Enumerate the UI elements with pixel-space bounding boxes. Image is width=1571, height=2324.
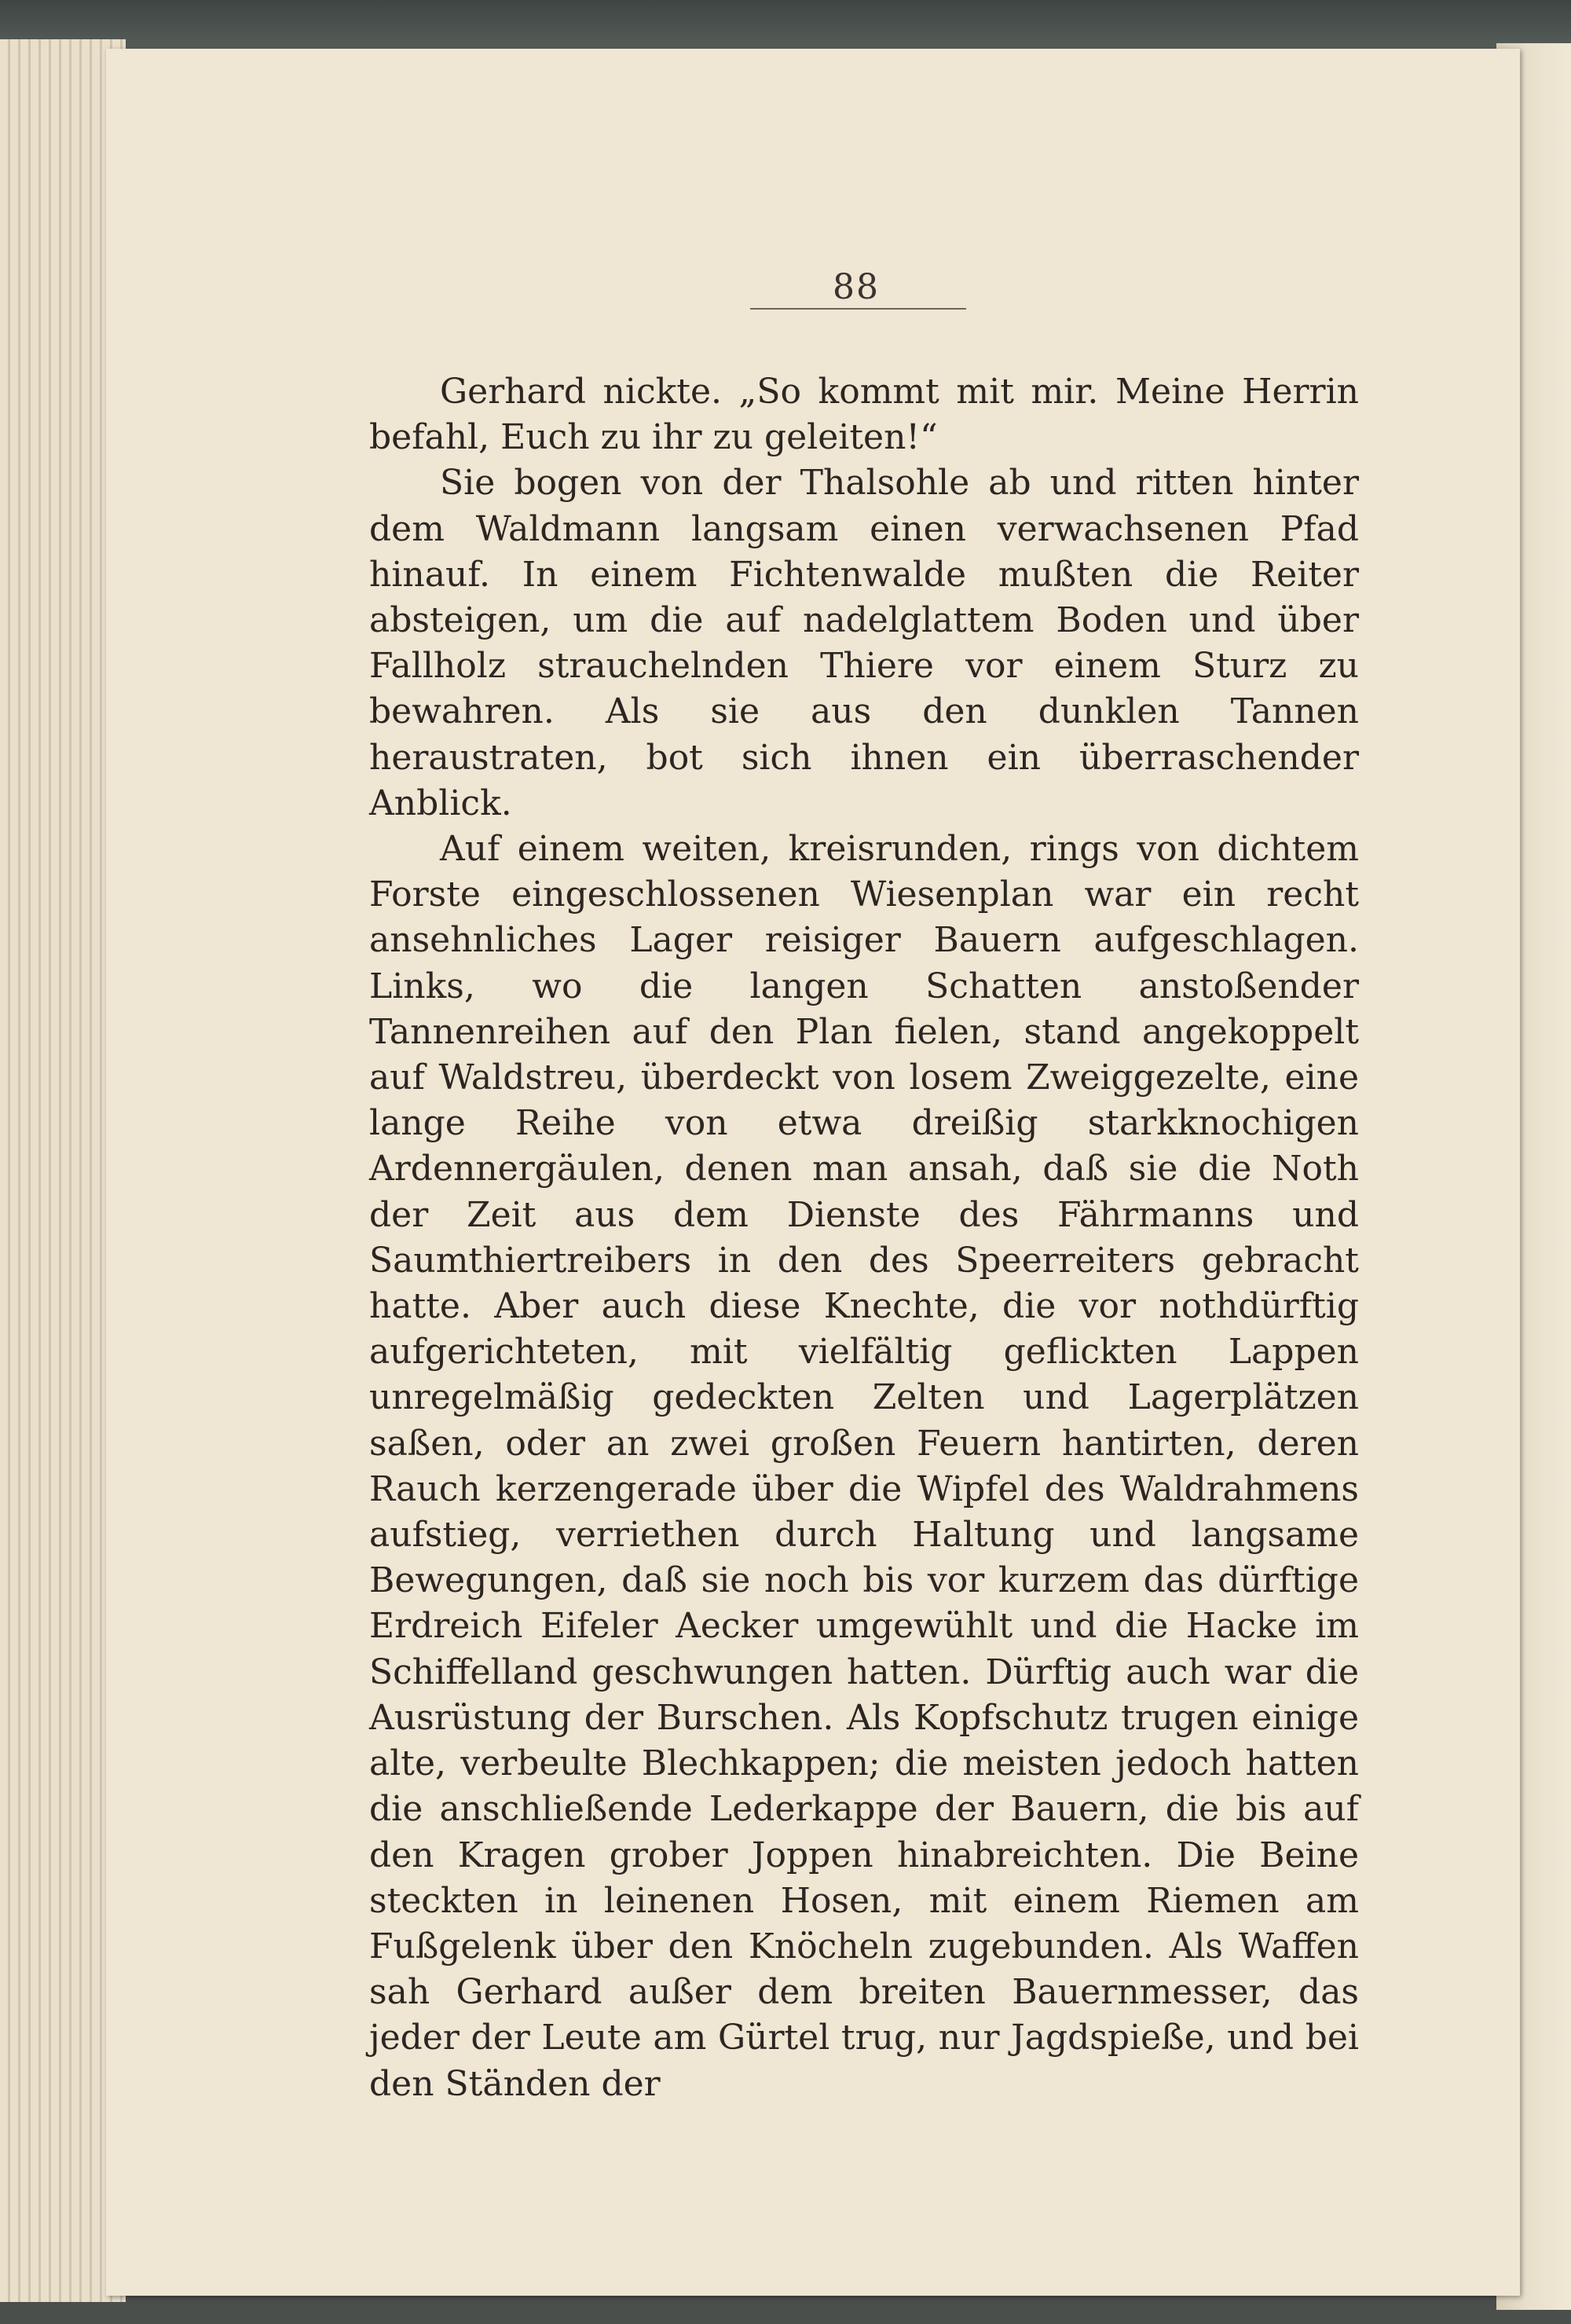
paragraph-2: Sie bogen von der Thalsohle ab und ritten hinter dem Waldmann langsam einen verwachsenen Pfad hinauf. In einem Fichtenwalde mußten die Reiter absteigen, um die auf nadelglattem Boden und über Fallholz strauchelnden Thiere vor einem Sturz zu bewahren. Als sie aus den dunklen Tannen heraustraten, bot sich ihnen ein überraschender Anblick.: [369, 463, 1359, 823]
page-number: 88: [833, 267, 880, 307]
paragraph-1: Gerhard nickte. „So kommt mit mir. Meine Herrin befahl, Euch zu ihr zu geleiten!“: [369, 372, 1359, 458]
header-rule: [750, 308, 966, 310]
paragraph-3: Auf einem weiten, kreisrunden, rings von dichtem Forste eingeschlossenen Wiesenplan war ein recht ansehnliches Lager reisiger Bauern aufgeschlagen. Links, wo die langen Schatten anstoßender Tannenreihen auf den Plan fielen, stand angekoppelt auf Waldstreu, überdeckt von losem Zweiggezelte, eine lange Reihe von etwa dreißig starkknochigen Ardennergäulen, denen man ansah, daß sie die Noth der Zeit aus dem Dienste des Fährmanns und Saumthiertreibers in den des Speerreiters gebracht hatte. Aber auch diese Knechte, die vor nothdürftig aufgerichteten, mit vielfältig geflickten Lappen unregelmäßig gedeckten Zelten und Lagerplätzen saßen, oder an zwei großen Feuern hantirten, deren Rauch kerzengerade über die Wipfel des Waldrahmens aufstieg, verriethen durch Haltung und langsame Bewegungen, daß sie noch bis vor kurzem das dürftige Erdreich Eifeler Aecker umgewühlt und die Hacke im Schiffelland geschwungen hatten. Dürftig auch war die Ausrüstung der Burschen. Als Kopfschutz trugen einige alte, verbeulte Blechkappen; die meisten jedoch hatten die anschließende Lederkappe der Bauern, die bis auf den Kragen grober Joppen hinabreichten. Die Beine steckten in leinenen Hosen, mit einem Riemen am Fußgelenk über den Knöcheln zugebunden. Als Waffen sah Gerhard außer dem breiten Bauernmesser, das jeder der Leute am Gürtel trug, nur Jagdspieße, und bei den Ständen der: [369, 829, 1359, 2104]
body-text: [369, 369, 1359, 2107]
background-cover: [0, 0, 1571, 55]
